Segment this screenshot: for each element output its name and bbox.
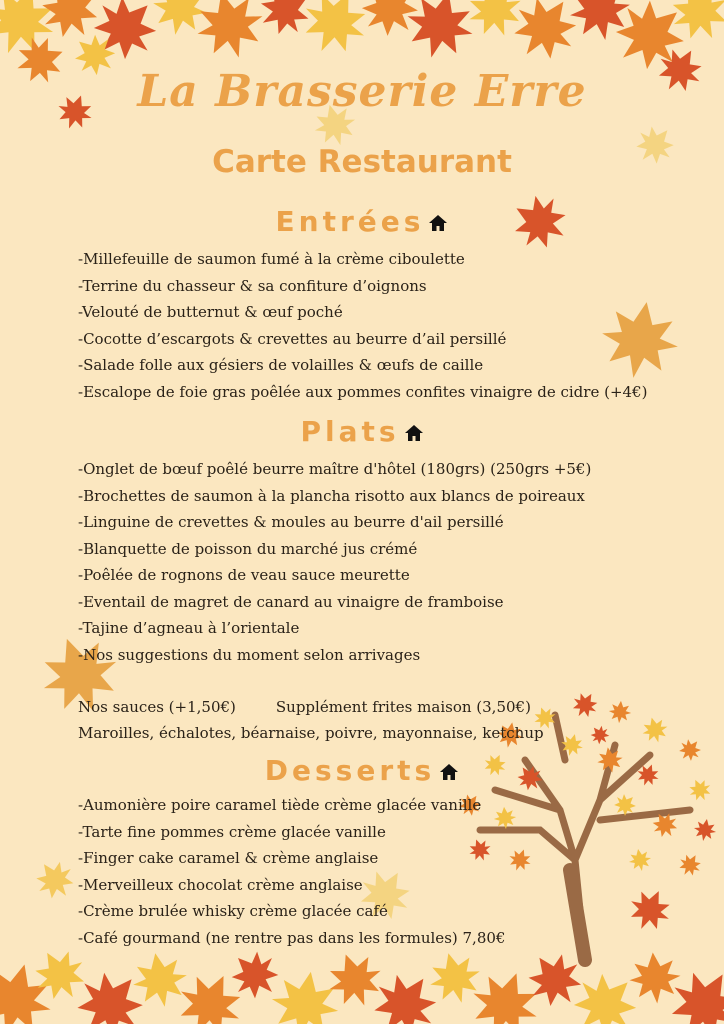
sauce-list: Maroilles, échalotes, béarnaise, poivre, mayonnaise, ketchup xyxy=(78,724,544,742)
entrees-list xyxy=(78,246,647,405)
list-item: -Blanquette de poisson du marché jus crémé xyxy=(78,539,418,558)
entrees-title: Entrées xyxy=(275,205,425,238)
list-item: -Cocotte d’escargots & crevettes au beurre d’ail persillé xyxy=(78,329,507,348)
list-item: -Merveilleux chocolat crème anglaise xyxy=(78,875,363,894)
list-item: -Salade folle aux gésiers de volailles & œufs de caille xyxy=(78,356,484,374)
sauces-supplement-line xyxy=(78,698,531,716)
desserts-list xyxy=(78,792,505,951)
list-item: -Escalope de foie gras poêlée aux pommes confites vinaigre de cidre (+4€) xyxy=(78,382,648,401)
list-item: -Millefeuille de saumon fumé à la crème ciboulette xyxy=(78,250,465,268)
list-item: -Velouté de butternut & œuf poché xyxy=(78,303,343,321)
plats-title: Plats xyxy=(300,415,400,448)
restaurant-name: La Brasserie Erre xyxy=(137,66,587,117)
home-icon xyxy=(428,213,448,233)
list-item: -Aumonière poire caramel tiède crème glacée vanille xyxy=(78,796,482,814)
list-item: -Terrine du chasseur & sa confiture d’oignons xyxy=(78,276,427,295)
list-item: -Café gourmand (ne rentre pas dans les formules) 7,80€ xyxy=(78,928,506,947)
fries-supplement: Supplément frites maison (3,50€) xyxy=(275,698,531,716)
list-item: -Nos suggestions du moment selon arrivages xyxy=(78,645,421,664)
list-item: -Crème brulée whisky crème glacée café xyxy=(78,902,388,920)
list-item: -Eventail de magret de canard au vinaigre de framboise xyxy=(78,592,504,611)
list-item: -Brochettes de saumon à la plancha risotto aux blancs de poireaux xyxy=(78,486,585,505)
list-item: -Linguine de crevettes & moules au beurre d'ail persillé xyxy=(78,513,504,531)
desserts-title: Desserts xyxy=(264,754,436,787)
section-plats-heading xyxy=(0,415,724,448)
list-item: -Tajine d’agneau à l’orientale xyxy=(78,619,300,637)
list-item: -Onglet de bœuf poêlé beurre maître d'hôtel (180grs) (250grs +5€) xyxy=(78,460,592,478)
list-item: -Poêlée de rognons de veau sauce meurette xyxy=(78,566,410,584)
plats-list xyxy=(78,456,591,668)
section-desserts-heading xyxy=(0,754,724,787)
home-icon xyxy=(404,423,424,443)
bottom-leaf-border xyxy=(0,940,724,1024)
sauces-price: Nos sauces (+1,50€) xyxy=(78,698,236,716)
list-item: -Tarte fine pommes crème glacée vanille xyxy=(78,822,386,841)
menu-title: Carte Restaurant xyxy=(212,144,512,180)
section-entrees-heading xyxy=(0,205,724,238)
home-icon xyxy=(439,762,459,782)
list-item: -Finger cake caramel & crème anglaise xyxy=(78,849,379,867)
